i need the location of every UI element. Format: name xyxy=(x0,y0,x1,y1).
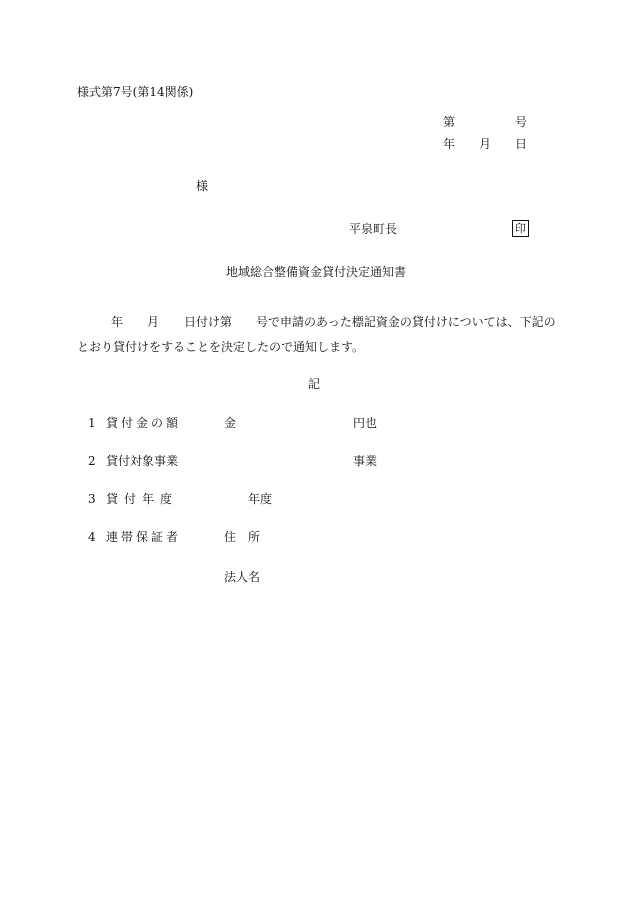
body-line1-rest: 号で申請のあった標記資金の貸付けについては、下記の xyxy=(256,315,556,329)
item-3-value-suffix: 年度 xyxy=(248,492,273,506)
item-2-label: 貸付対象事業 xyxy=(106,454,179,468)
ki-label: 記 xyxy=(308,377,321,391)
item-4-number: 4 xyxy=(88,530,96,544)
seal-mark: 印 xyxy=(512,220,529,237)
addressee-honorific: 様 xyxy=(196,179,209,193)
sender-title: 平泉町長 xyxy=(349,222,398,236)
date-day: 日 xyxy=(515,137,528,151)
body-line2: とおり貸付けをすることを決定したので通知します。 xyxy=(77,340,365,354)
item-4-label: 連帯保証者 xyxy=(106,530,182,544)
item-1-value-prefix: 金 xyxy=(224,416,237,430)
body-dated: 日付け第 xyxy=(184,315,233,329)
item-2-number: 2 xyxy=(88,454,96,468)
item-3-label: 貸付年度 xyxy=(106,492,179,506)
date-year: 年 xyxy=(443,137,456,151)
item-2-value-suffix: 事業 xyxy=(353,454,378,468)
doc-number-prefix: 第 xyxy=(443,115,456,129)
item-1-label: 貸付金の額 xyxy=(106,416,182,430)
item-4-address: 住 所 xyxy=(224,530,261,544)
item-1-value-suffix: 円也 xyxy=(353,416,378,430)
body-month: 月 xyxy=(147,315,160,329)
document-title: 地域総合整備資金貸付決定通知書 xyxy=(226,265,407,279)
doc-number-suffix: 号 xyxy=(515,115,528,129)
item-4-corp-name: 法人名 xyxy=(224,570,261,584)
item-3-number: 3 xyxy=(88,492,96,506)
item-1-number: 1 xyxy=(88,416,96,430)
form-number: 様式第7号(第14関係) xyxy=(77,85,194,99)
body-year: 年 xyxy=(111,315,124,329)
date-month: 月 xyxy=(479,137,492,151)
